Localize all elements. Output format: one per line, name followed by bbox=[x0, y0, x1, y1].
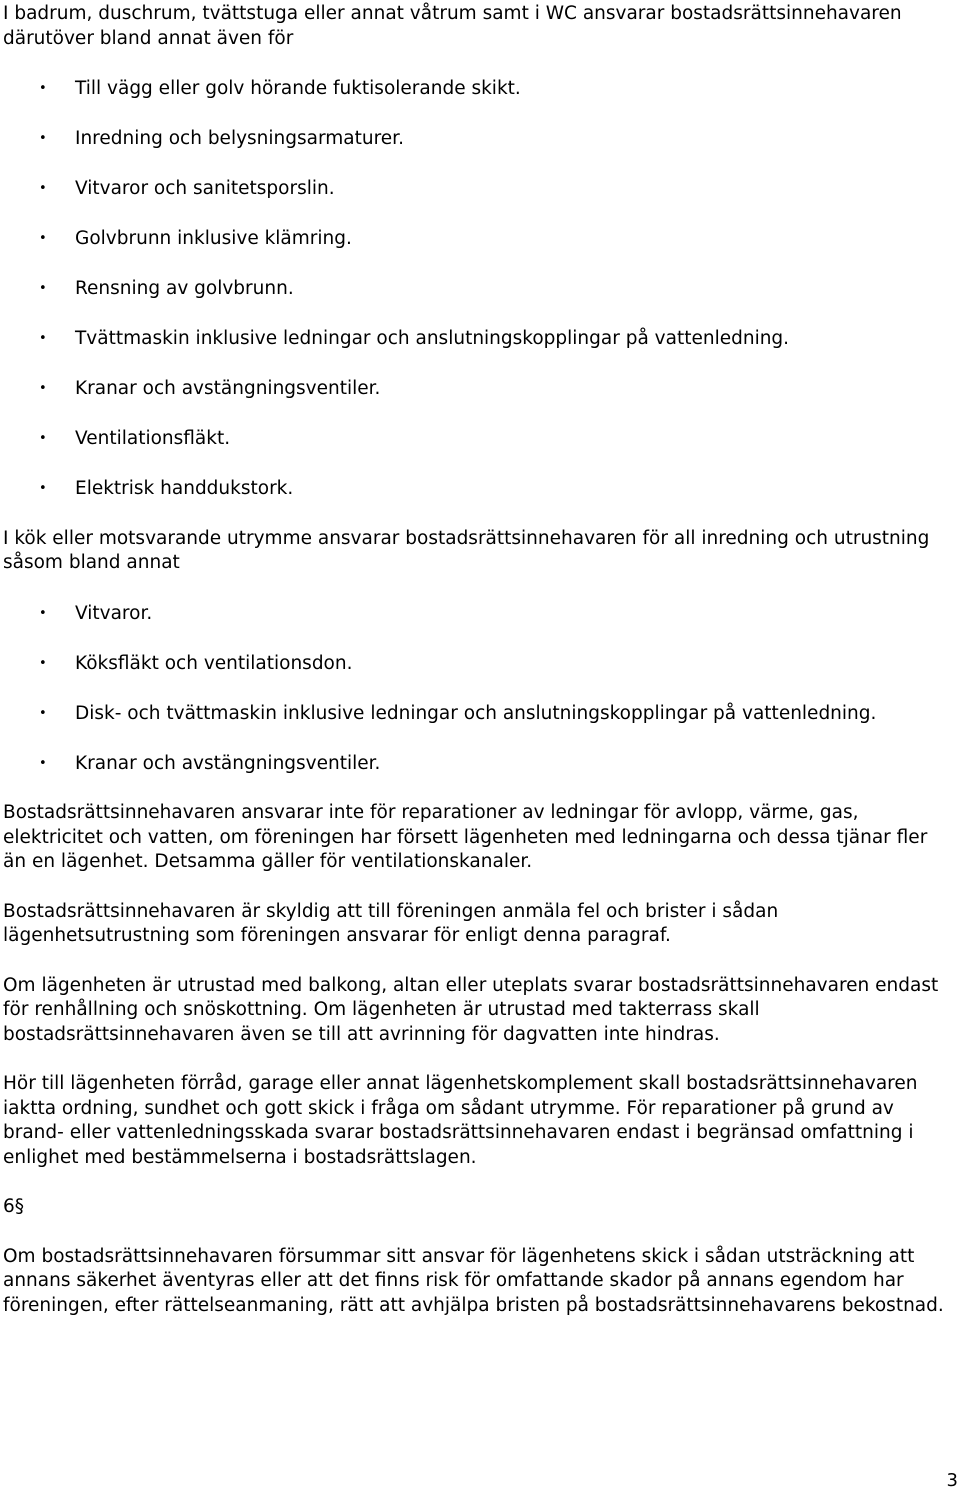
bullet-icon: • bbox=[39, 131, 47, 146]
list-item-text: Disk- och tvättmaskin inklusive ledningar och anslutningskopplingar på vattenledning. bbox=[75, 702, 877, 724]
list-item-text: Vitvaror. bbox=[75, 602, 153, 624]
list-item-text: Köksfläkt och ventilationsdon. bbox=[75, 652, 353, 674]
bullet-icon: • bbox=[39, 481, 47, 496]
list-item bbox=[3, 77, 953, 102]
list-item bbox=[3, 127, 953, 152]
neglect-paragraph: Om bostadsrättsinnehavaren försummar sitt ansvar för lägenhetens skick i sådan utsträckning att annans säkerhet äventyras eller att det finns risk för omfattande skador på annans egendom har föreningen, efter rättelseanmaning, rätt att avhjälpa bristen på bostadsrättsinnehavarens bekostnad. bbox=[3, 1245, 944, 1316]
list-item bbox=[3, 227, 953, 252]
wetroom-intro-paragraph: I badrum, duschrum, tvättstuga eller annat våtrum samt i WC ansvarar bostadsrättsinnehavaren därutöver bland annat även för bbox=[3, 3, 902, 49]
list-item bbox=[3, 177, 953, 202]
list-item-text: Till vägg eller golv hörande fuktisolerande skikt. bbox=[75, 78, 521, 99]
kitchen-intro-paragraph: I kök eller motsvarande utrymme ansvarar bostadsrättsinnehavaren för all inredning och utrustning såsom bland annat bbox=[3, 527, 930, 573]
bullet-icon: • bbox=[39, 655, 47, 671]
list-item-text: Vitvaror och sanitetsporslin. bbox=[75, 178, 335, 199]
bullet-icon: • bbox=[39, 281, 47, 296]
list-item-text: Tvättmaskin inklusive ledningar och anslutningskopplingar på vattenledning. bbox=[75, 328, 790, 349]
document-page bbox=[3, 2, 953, 1318]
bullet-icon: • bbox=[39, 381, 47, 396]
list-item bbox=[3, 377, 953, 402]
bullet-icon: • bbox=[39, 705, 47, 721]
list-item-text: Inredning och belysningsarmaturer. bbox=[75, 128, 404, 149]
utility-lines-paragraph: Bostadsrättsinnehavaren ansvarar inte för reparationer av ledningar för avlopp, värme, gas, elektricitet och vatten, om föreningen har försett lägenheten med ledningarna och dessa tjänar fler än en lägenhet. Detsamma gäller för ventilationskanaler. bbox=[3, 802, 928, 872]
list-item bbox=[3, 752, 953, 777]
list-item bbox=[3, 277, 953, 302]
page-number: 3 bbox=[946, 1469, 958, 1491]
list-item-text: Kranar och avstängningsventiler. bbox=[75, 378, 381, 399]
list-item bbox=[3, 602, 953, 627]
storage-paragraph: Hör till lägenheten förråd, garage eller annat lägenhetskomplement skall bostadsrättsinnehavaren iaktta ordning, sundhet och gott skick i fråga om sådant utrymme. För reparationer på grund av brand- eller vattenledningsskada svarar bostadsrättsinnehavaren endast i begränsad omfattning i enlighet med bestämmelserna i bostadsrättslagen. bbox=[3, 1073, 918, 1168]
bullet-icon: • bbox=[39, 181, 47, 196]
list-item-text: Elektrisk handdukstork. bbox=[75, 478, 294, 499]
bullet-icon: • bbox=[39, 331, 47, 346]
list-item bbox=[3, 652, 953, 677]
wetroom-responsibility-list bbox=[3, 77, 953, 502]
list-item-text: Ventilationsfläkt. bbox=[75, 428, 231, 449]
report-defects-paragraph: Bostadsrättsinnehavaren är skyldig att till föreningen anmäla fel och brister i sådan lägenhetsutrustning som föreningen ansvarar för enligt denna paragraf. bbox=[3, 900, 779, 946]
bullet-icon: • bbox=[39, 755, 47, 771]
bullet-icon: • bbox=[39, 81, 47, 96]
bullet-icon: • bbox=[39, 605, 47, 621]
section-heading: 6§ bbox=[3, 1196, 25, 1217]
list-item-text: Rensning av golvbrunn. bbox=[75, 278, 294, 299]
list-item bbox=[3, 702, 953, 727]
kitchen-responsibility-list bbox=[3, 602, 953, 777]
list-item-text: Golvbrunn inklusive klämring. bbox=[75, 228, 352, 249]
balcony-paragraph: Om lägenheten är utrustad med balkong, altan eller uteplats svarar bostadsrättsinnehavaren endast för renhållning och snöskottning. Om lägenheten är utrustad med takterrass skall bostadsrättsinnehavaren även se till att avrinning för dagvatten inte hindras. bbox=[3, 974, 939, 1045]
list-item bbox=[3, 477, 953, 502]
list-item-text: Kranar och avstängningsventiler. bbox=[75, 752, 381, 774]
bullet-icon: • bbox=[39, 231, 47, 246]
list-item bbox=[3, 427, 953, 452]
bullet-icon: • bbox=[39, 431, 47, 446]
list-item bbox=[3, 327, 953, 352]
